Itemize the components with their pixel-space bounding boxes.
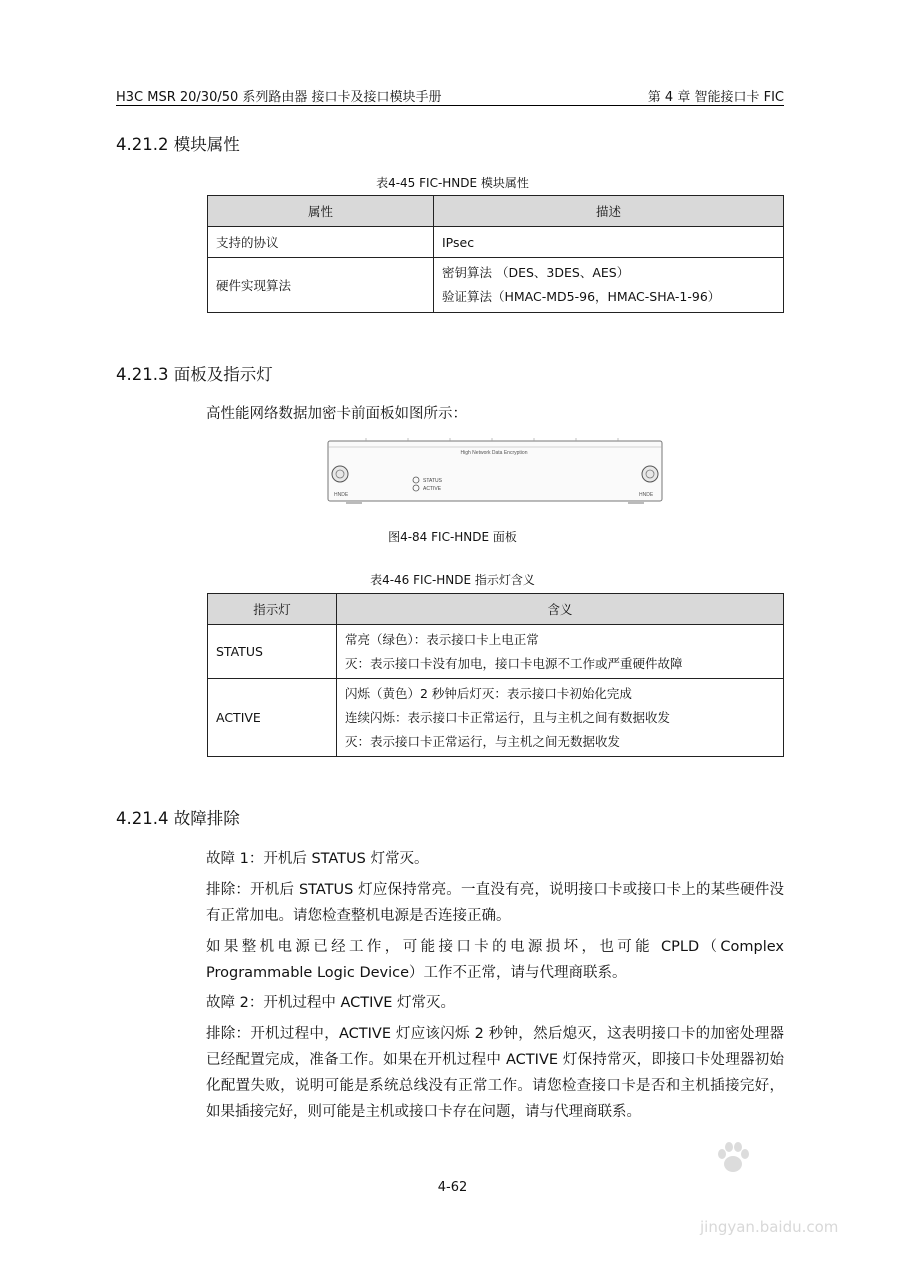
table-caption-indicators: 表4-46 FIC-HNDE 指示灯含义 xyxy=(370,573,535,587)
table-cell-description: IPsec xyxy=(434,227,784,258)
table-cell-meaning xyxy=(337,679,784,757)
meaning-line: 连续闪烁：表示接口卡正常运行，且与主机之间有数据收发 xyxy=(345,709,671,725)
section-heading-troubleshooting: 4.21.4 故障排除 xyxy=(116,809,240,828)
paragraph-fault-1-fix: 排除：开机后 STATUS 灯应保持常亮。一直没有亮，说明接口卡或接口卡上的某些硬件没有正常加电。请您检查整机电源是否连接正确。 xyxy=(206,882,784,924)
status-led-label: STATUS xyxy=(423,478,442,484)
meaning-line: 灭：表示接口卡正常运行，与主机之间无数据收发 xyxy=(345,733,621,749)
panel-intro-text: 高性能网络数据加密卡前面板如图所示： xyxy=(206,406,467,422)
paragraph-fault-1-cpld: 如果整机电源已经工作，可能接口卡的电源损坏，也可能 CPLD（Complex Programmable Logic Device）工作不正常，请与代理商联系。 xyxy=(206,939,784,981)
page-number: 4-62 xyxy=(437,1180,468,1195)
description-line: 密钥算法 （DES、3DES、AES） xyxy=(442,265,630,280)
table-header-row xyxy=(208,594,784,625)
table-cell-attribute: 支持的协议 xyxy=(208,227,434,258)
table-row xyxy=(208,625,784,679)
column-header-description: 描述 xyxy=(434,196,784,227)
table-row xyxy=(208,227,784,258)
column-header-meaning: 含义 xyxy=(337,594,784,625)
header-rule xyxy=(116,105,784,106)
table-cell-attribute: 硬件实现算法 xyxy=(208,258,434,313)
figure-caption-panel: 图4-84 FIC-HNDE 面板 xyxy=(388,530,517,544)
table-caption-attributes: 表4-45 FIC-HNDE 模块属性 xyxy=(376,176,529,190)
paragraph-fault-2-fix: 排除：开机过程中，ACTIVE 灯应该闪烁 2 秒钟，然后熄灭，这表明接口卡的加密处理器已经配置完成，准备工作。如果在开机过程中 ACTIVE 灯保持常灭，即接口卡处理器初始化配置失败，说明可能是系统总线没有正常工作。请您检查接口卡是否和主机插接完好，如果插接完好，则可能是主机或接口卡存在问题，请与代理商联系。 xyxy=(206,1026,784,1120)
meaning-line: 常亮（绿色）：表示接口卡上电正常 xyxy=(345,631,539,647)
description-line: 验证算法（HMAC-MD5-96，HMAC-SHA-1-96） xyxy=(442,289,721,304)
table-cell-description xyxy=(434,258,784,313)
column-header-attribute: 属性 xyxy=(208,196,434,227)
fic-hnde-front-panel-figure xyxy=(326,437,664,509)
screw-icon xyxy=(332,466,348,482)
table-row xyxy=(208,258,784,313)
column-header-indicator: 指示灯 xyxy=(208,594,337,625)
screw-icon xyxy=(642,466,658,482)
active-led-label: ACTIVE xyxy=(423,486,442,492)
module-attributes-table xyxy=(207,195,784,313)
indicator-meaning-table xyxy=(207,593,784,757)
table-cell-meaning xyxy=(337,625,784,679)
table-cell-led: STATUS xyxy=(208,625,337,679)
table-cell-led: ACTIVE xyxy=(208,679,337,757)
paragraph-fault-1: 故障 1：开机后 STATUS 灯常灭。 xyxy=(206,851,429,867)
table-row xyxy=(208,679,784,757)
panel-label-right: HNDE xyxy=(639,492,654,498)
paw-icon xyxy=(716,1142,750,1174)
meaning-line: 闪烁（黄色）2 秒钟后灯灭：表示接口卡初始化完成 xyxy=(345,685,632,701)
table-header-row xyxy=(208,196,784,227)
section-heading-module-attributes: 4.21.2 模块属性 xyxy=(116,135,240,154)
watermark-url: jingyan.baidu.com xyxy=(700,1218,839,1236)
running-header-left: H3C MSR 20/30/50 系列路由器 接口卡及接口模块手册 xyxy=(116,90,442,105)
paragraph-fault-2: 故障 2：开机过程中 ACTIVE 灯常灭。 xyxy=(206,995,456,1011)
meaning-line: 灭：表示接口卡没有加电，接口卡电源不工作或严重硬件故障 xyxy=(345,655,683,671)
section-heading-panel-indicators: 4.21.3 面板及指示灯 xyxy=(116,365,273,384)
panel-title-text: High Network Data Encryption xyxy=(460,450,528,456)
running-header-right: 第 4 章 智能接口卡 FIC xyxy=(647,90,784,105)
panel-label-left: HNDE xyxy=(334,492,349,498)
